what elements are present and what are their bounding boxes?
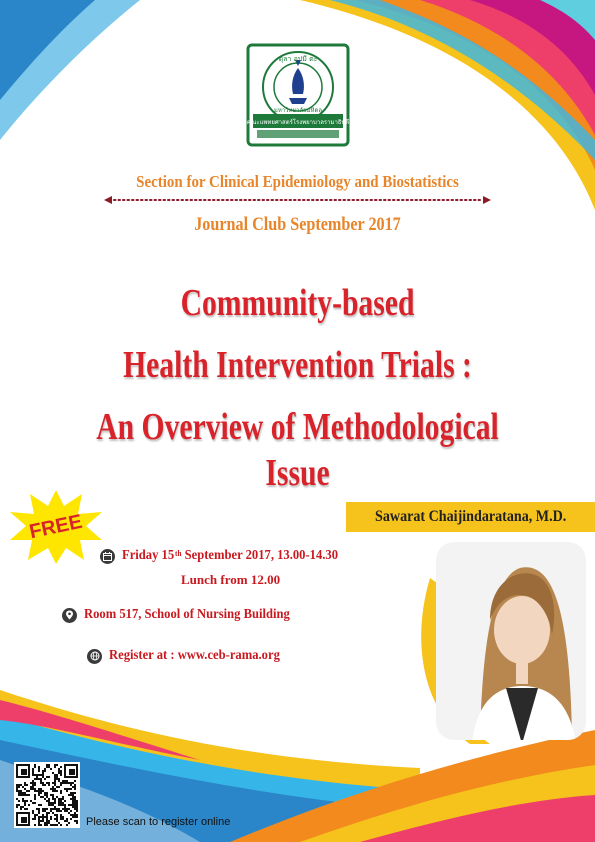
location-pin-icon (62, 608, 77, 623)
talk-title-line-2: Health Intervention Trials : (123, 344, 472, 386)
free-badge-label: FREE (27, 510, 85, 544)
journal-club-title: Journal Club September 2017 (194, 214, 401, 235)
globe-icon (87, 649, 102, 664)
event-date-day: Friday 15 (122, 548, 175, 563)
talk-title-line-1: Community-based (180, 282, 415, 324)
dotted-divider (104, 196, 491, 204)
event-date-time: September 2017, 13.00-14.30 (181, 548, 339, 563)
university-seal-logo (245, 42, 351, 148)
calendar-icon (100, 549, 115, 564)
speaker-name: Sawarat Chaijindaratana, M.D. (374, 508, 567, 525)
seal-band-text: คณะแพทยศาสตร์โรงพยาบาลรามาธิบดี (246, 119, 350, 126)
seal-ring-text-bottom: มหาวิทยาลัยมหิดล (273, 107, 323, 114)
event-date-suffix: th (175, 549, 182, 558)
event-location-text: Room 517, School of Nursing Building (84, 607, 290, 622)
talk-title-line-3: An Overview of Methodological Issue (96, 406, 499, 494)
lunch-time: Lunch from 12.00 (181, 572, 281, 587)
speaker-photo (420, 538, 590, 744)
seal-ring-text-top: ตุลา อุปมี ตะ (278, 55, 318, 63)
register-link-text[interactable]: Register at : www.ceb-rama.org (109, 648, 280, 663)
register-row (87, 648, 299, 664)
section-title: Section for Clinical Epidemiology and Biostatistics (136, 172, 459, 191)
registration-qr-code[interactable] (14, 762, 80, 828)
speaker-name-banner (346, 502, 595, 532)
event-location-row (62, 607, 313, 623)
free-badge (8, 488, 104, 564)
scan-caption: Please scan to register online (86, 816, 231, 828)
event-date-row (100, 548, 362, 564)
